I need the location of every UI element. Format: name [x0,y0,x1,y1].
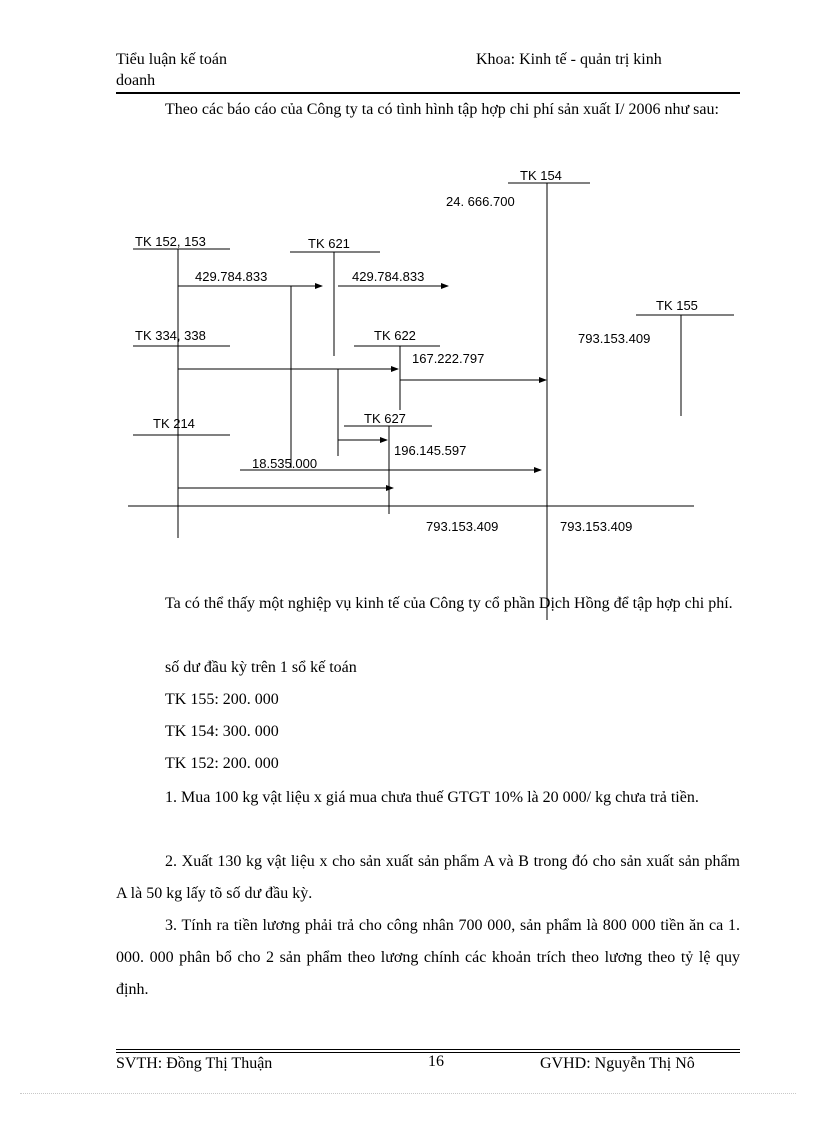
total-debit: 793.153.409 [426,519,499,534]
page-edge-divider [20,1093,796,1094]
total-credit: 793.153.409 [560,519,633,534]
tk155-label: TK 155 [656,298,698,313]
footer-advisor: GVHD: Nguyễn Thị Nô [540,1055,695,1072]
balance-tk155: TK 155: 200. 000 [165,691,279,708]
amount-overhead: 196.145.597 [394,443,467,458]
balance-tk152: TK 152: 200. 000 [165,755,279,772]
tk622-label: TK 622 [374,328,416,343]
item-2: 2. Xuất 130 kg vật liệu x cho sản xuất sản phẩm A và B trong đó cho sản xuất sản phẩm A là 50 kg lấy tõ số dư đầu kỳ. [116,853,740,902]
item-3: 3. Tính ra tiền lương phải trả cho công nhân 700 000, sản phẩm là 800 000 tiền ăn ca 1. 000. 000 phân bổ cho 2 sản phẩm theo lương chính các khoản trích theo lương theo tỷ lệ quy định. [116,917,740,998]
intro-paragraph: Theo các báo cáo của Công ty ta có tình hình tập hợp chi phí sản xuất I/ 2006 như sau: [165,101,719,118]
tk155-amount: 793.153.409 [578,331,651,346]
amount-material-in: 429.784.833 [195,269,268,284]
amount-depreciation: 18.535.000 [252,456,318,471]
paragraph-1: Ta có thể thấy một nghiệp vụ kinh tế của Công ty cổ phần Dịch Hồng để tập hợp chi phí. [165,595,733,612]
tk154-label: TK 154 [520,168,562,183]
tk627-label: TK 627 [364,411,406,426]
opening-balance-title: số dư đầu kỳ trên 1 sổ kế toán [165,659,357,676]
page-number: 16 [428,1053,444,1070]
header-faculty: Khoa: Kinh tế - quản trị kinh [476,51,662,68]
amount-labor: 167.222.797 [412,351,485,366]
footer-rule-top [116,1049,740,1050]
footer-student: SVTH: Đồng Thị Thuận [116,1055,273,1072]
amount-material-out: 429.784.833 [352,269,425,284]
header-course: Tiểu luận kế toán [116,51,227,68]
item-1: 1. Mua 100 kg vật liệu x giá mua chưa thuế GTGT 10% là 20 000/ kg chưa trả tiền. [165,789,699,806]
header-course-cont: doanh [116,72,156,89]
tk214-label: TK 214 [153,416,195,431]
tk154-opening: 24. 666.700 [446,194,515,209]
tk334-label: TK 334, 338 [135,328,206,343]
tk621-label: TK 621 [308,236,350,251]
balance-tk154: TK 154: 300. 000 [165,723,279,740]
tk152-label: TK 152, 153 [135,234,206,249]
